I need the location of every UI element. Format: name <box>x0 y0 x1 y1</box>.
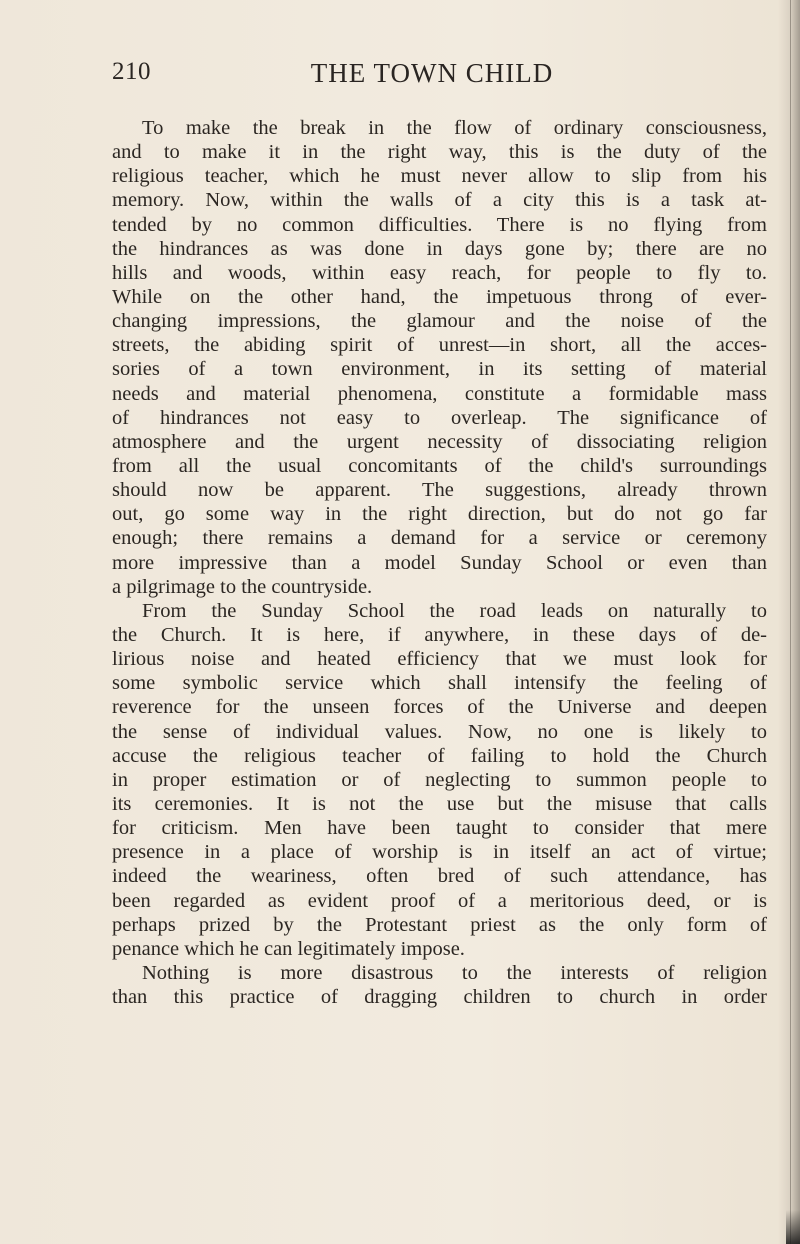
text-line: from all the usual concomitants of the child's surroundings <box>112 454 767 477</box>
text-line: of hindrances not easy to overleap. The significance of <box>112 406 767 429</box>
text-line: and to make it in the right way, this is the duty of the <box>112 141 767 164</box>
page-edge-shadow <box>778 0 800 1244</box>
text-line: penance which he can legitimately impose. <box>112 937 465 960</box>
text-line: reverence for the unseen forces of the Universe and deepen <box>112 696 767 719</box>
text-line: indeed the weariness, often bred of such attendance, has <box>112 865 767 888</box>
running-head: THE TOWN CHILD <box>310 58 554 88</box>
text-line: its ceremonies. It is not the use but the misuse that calls <box>112 792 767 815</box>
text-line: To make the break in the flow of ordinary consciousness, <box>142 117 767 139</box>
text-line: should now be apparent. The suggestions, already thrown <box>112 479 767 502</box>
text-line: hills and woods, within easy reach, for people to fly to. <box>112 261 767 284</box>
text-line: needs and material phenomena, constitute a formidable mass <box>112 382 767 405</box>
text-line: tended by no common difficulties. There is no flying from <box>112 213 767 236</box>
text-line: streets, the abiding spirit of unrest—in short, all the acces- <box>112 334 767 357</box>
text-line: in proper estimation or of neglecting to summon people to <box>112 768 767 791</box>
text-line: From the Sunday School the road leads on naturally to <box>142 599 767 622</box>
text-line: accuse the religious teacher of failing to hold the Church <box>112 744 767 767</box>
page-header <box>112 58 752 98</box>
text-line: changing impressions, the glamour and the noise of the <box>112 310 767 333</box>
text-line: Nothing is more disastrous to the interests of religion <box>142 961 767 984</box>
text-line: lirious noise and heated efficiency that we must look for <box>112 648 767 671</box>
text-line: religious teacher, which he must never allow to slip from his <box>112 165 767 188</box>
page-edge-line <box>790 0 791 1244</box>
page-number: 210 <box>112 58 151 85</box>
text-line: the Church. It is here, if anywhere, in these days of de- <box>112 623 767 646</box>
text-line: While on the other hand, the impetuous throng of ever- <box>112 285 767 308</box>
text-line: for criticism. Men have been taught to consider that mere <box>112 817 767 840</box>
text-line: perhaps prized by the Protestant priest as the only form of <box>112 913 767 936</box>
text-line: out, go some way in the right direction, but do not go far <box>112 503 767 526</box>
text-line: a pilgrimage to the countryside. <box>112 575 373 598</box>
text-line: the sense of individual values. Now, no one is likely to <box>112 720 767 743</box>
text-line: the hindrances as was done in days gone by; there are no <box>112 237 767 260</box>
text-line: atmosphere and the urgent necessity of dissociating religion <box>112 430 767 453</box>
text-line: enough; there remains a demand for a service or ceremony <box>112 527 767 550</box>
text-line: some symbolic service which shall intensify the feeling of <box>112 672 767 695</box>
text-line: been regarded as evident proof of a meritorious deed, or is <box>112 889 767 912</box>
page-corner-mark <box>786 1210 800 1244</box>
body-text <box>112 116 767 1009</box>
text-line: more impressive than a model Sunday School or even than <box>112 551 767 574</box>
text-line: sories of a town environment, in its setting of material <box>112 358 767 381</box>
text-line: than this practice of dragging children to church in order <box>112 986 767 1009</box>
text-line: presence in a place of worship is in itself an act of virtue; <box>112 841 767 864</box>
text-line: memory. Now, within the walls of a city this is a task at- <box>112 189 767 212</box>
